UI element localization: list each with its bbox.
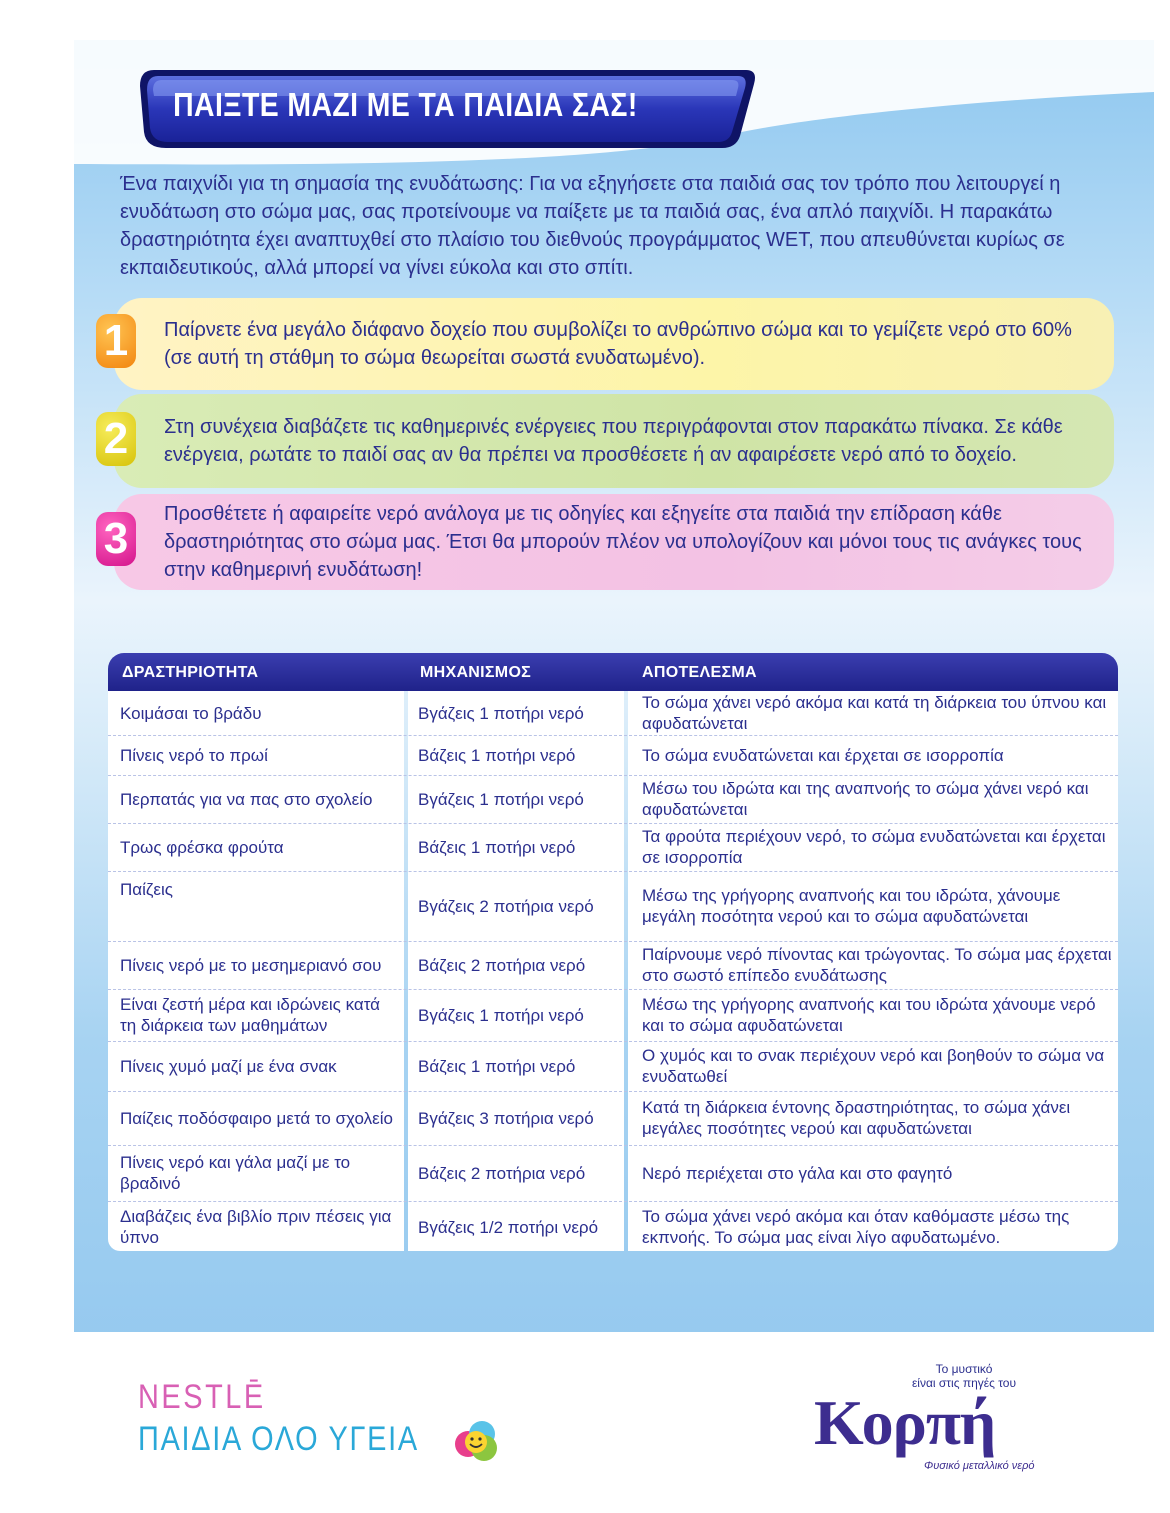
step-3 <box>103 494 1114 590</box>
row-divider <box>108 941 1118 942</box>
row-divider <box>108 1041 1118 1042</box>
mechanism-cell: Βάζεις 1 ποτήρι νερό <box>418 1056 576 1076</box>
header-mechanism: ΜΗΧΑΝΙΣΜΟΣ <box>420 664 532 681</box>
result-cell: Νερό περιέχεται στο γάλα και στο φαγητό <box>642 1163 953 1183</box>
smiley-icon <box>452 1416 500 1464</box>
activity-cell: Είναι ζεστή μέρα και ιδρώνεις κατά τη διάρκεια των μαθημάτων <box>120 995 380 1035</box>
mechanism-cell: Βγάζεις 2 ποτήρια νερό <box>418 896 594 916</box>
intro-paragraph: Ένα παιχνίδι για τη σημασία της ενυδάτωσης: Για να εξηγήσετε στα παιδιά σας τον τρόπο που λειτουργεί η ενυδάτωση στο σώμα μας, σας προτείνουμε να παίξετε με τα παιδιά σας, ένα απλό παιχνίδι. Η παρακάτω δραστηριότητα έχει αναπτυχθεί στο πλαίσιο του διεθνούς προγράμματος WET, που απευθύνεται κυρίως σε εκπαιδευτικούς, αλλά μπορεί να γίνει εύκολα και στο σπίτι. <box>120 173 1065 279</box>
header-result: ΑΠΟΤΕΛΕΣΜΑ <box>642 664 757 681</box>
row-divider <box>108 1145 1118 1146</box>
result-cell: Μέσω της γρήγορης αναπνοής και του ιδρώτα, χάνουμε μεγάλη ποσότητα νερού και το σώμα αφυδατώνεται <box>642 886 1061 926</box>
table-row <box>108 693 1118 733</box>
step-1 <box>103 298 1114 390</box>
result-cell: Μέσω του ιδρώτα και της αναπνοής το σώμα χάνει νερό και αφυδατώνεται <box>642 779 1089 819</box>
mechanism-cell: Βγάζεις 1 ποτήρι νερό <box>418 1005 584 1025</box>
mechanism-cell: Βγάζεις 1 ποτήρι νερό <box>418 703 584 723</box>
table-row <box>108 1203 1118 1251</box>
row-divider <box>108 1091 1118 1092</box>
korpi-tagline-line-1: Το μυστικό <box>935 1362 993 1376</box>
mechanism-cell: Βγάζεις 1/2 ποτήρι νερό <box>418 1217 599 1237</box>
mechanism-cell: Βάζεις 1 ποτήρι νερό <box>418 837 576 857</box>
result-cell: Μέσω της γρήγορης αναπνοής και του ιδρώτα χάνουμε νερό και το σώμα αφυδατώνεται <box>642 995 1096 1035</box>
row-divider <box>108 871 1118 872</box>
table-row <box>108 943 1118 987</box>
activity-cell: Παίζεις <box>120 880 173 899</box>
activity-cell: Πίνεις χυμό μαζί με ένα σνακ <box>120 1056 337 1076</box>
row-divider <box>108 1201 1118 1202</box>
mechanism-cell: Βάζεις 2 ποτήρια νερό <box>418 1163 586 1183</box>
activity-cell: Τρως φρέσκα φρούτα <box>120 837 284 857</box>
step-number-3: 3 <box>96 512 136 566</box>
result-cell: Το σώμα χάνει νερό ακόμα και όταν καθόμαστε μέσω της εκπνοής. Το σώμα μας είναι λίγο αφυδατωμένο. <box>642 1207 1070 1247</box>
activity-cell: Πίνεις νερό το πρωί <box>120 745 268 765</box>
step-2-text: Στη συνέχεια διαβάζετε τις καθημερινές ενέργειες που περιγράφονται στον παρακάτω πίνακα. Σε κάθε ενέργεια, ρωτάτε το παιδί σας αν θα πρέπει να προσθέσετε ή αν αφαιρέσετε νερό από το δοχείο. <box>164 416 1063 466</box>
table-row <box>108 737 1118 773</box>
table-row <box>108 1043 1118 1089</box>
table-row <box>108 873 1118 939</box>
activity-cell: Διαβάζεις ένα βιβλίο πριν πέσεις για ύπνο <box>120 1207 392 1247</box>
result-cell: Παίρνουμε νερό πίνοντας και τρώγοντας. Το σώμα μας έρχεται στο σωστό επίπεδο ενυδάτωσης <box>642 945 1112 985</box>
page-title: ΠΑΙΞΤΕ ΜΑΖΙ ΜΕ ΤΑ ΠΑΙΔΙΑ ΣΑΣ! <box>173 86 638 123</box>
table-row <box>108 991 1118 1039</box>
result-cell: Κατά τη διάρκεια έντονης δραστηριότητας, το σώμα χάνει μεγάλες ποσότητες νερού και αφυδατώνεται <box>642 1098 1071 1138</box>
table-row <box>108 1093 1118 1143</box>
activity-cell: Κοιμάσαι το βράδυ <box>120 703 262 723</box>
step-3-text: Προσθέτετε ή αφαιρείτε νερό ανάλογα με τις οδηγίες και εξηγείτε στα παιδιά την επίδραση κάθε δραστηριότητας στο σώμα μας. Έτσι θα μπορούν πλέον να υπολογίζουν και μόνοι τους τις ανάγκες τους στην καθημερινή ενυδάτωση! <box>164 503 1082 581</box>
row-divider <box>108 735 1118 736</box>
flyer-sheet <box>74 40 1154 1502</box>
table-row <box>108 1147 1118 1199</box>
table-row <box>108 777 1118 821</box>
activity-cell: Πίνεις νερό με το μεσημεριανό σου <box>120 955 382 975</box>
korpi-tagline-line-2: είναι στις πηγές του <box>911 1376 1017 1390</box>
mechanism-cell: Βάζεις 1 ποτήρι νερό <box>418 745 576 765</box>
step-number-1: 1 <box>96 314 136 368</box>
footer <box>74 1332 1154 1502</box>
row-divider <box>108 823 1118 824</box>
korpi-subtitle: Φυσικό μεταλλικό νερό <box>924 1460 1035 1472</box>
step-1-text: Παίρνετε ένα μεγάλο διάφανο δοχείο που συμβολίζει το ανθρώπινο σώμα και το γεμίζετε νερό στο 60% (σε αυτή τη στάθμη το σώμα θεωρείται σωστά ενυδατωμένο). <box>164 319 1072 369</box>
result-cell: Το σώμα ενυδατώνεται και έρχεται σε ισορροπία <box>642 745 1004 765</box>
row-divider <box>108 989 1118 990</box>
result-cell: Ο χυμός και το σνακ περιέχουν νερό και βοηθούν το σώμα να ενυδατωθεί <box>642 1046 1105 1086</box>
activity-cell: Παίζεις ποδόσφαιρο μετά το σχολείο <box>120 1108 393 1128</box>
table-header <box>108 653 1118 691</box>
mechanism-cell: Βγάζεις 1 ποτήρι νερό <box>418 789 584 809</box>
nestle-logo: NESTLĒ <box>138 1378 266 1416</box>
paidia-olo-ygeia-logo: ΠΑΙΔΙΑ ΟΛΟ ΥΓΕΙΑ <box>138 1420 419 1458</box>
korpi-logo: Κορπή <box>814 1387 996 1458</box>
header-activity: ΔΡΑΣΤΗΡΙΟΤΗΤΑ <box>122 664 259 681</box>
activity-cell: Περπατάς για να πας στο σχολείο <box>120 789 373 809</box>
step-2 <box>103 394 1114 488</box>
activity-cell: Πίνεις νερό και γάλα μαζί με το βραδινό <box>120 1153 351 1193</box>
row-divider <box>108 775 1118 776</box>
table-row <box>108 825 1118 869</box>
result-cell: Τα φρούτα περιέχουν νερό, το σώμα ενυδατώνεται και έρχεται σε ισορροπία <box>642 827 1106 867</box>
result-cell: Το σώμα χάνει νερό ακόμα και κατά τη διάρκεια του ύπνου και αφυδατώνεται <box>642 693 1107 733</box>
step-number-2: 2 <box>96 412 136 466</box>
mechanism-cell: Βάζεις 2 ποτήρια νερό <box>418 955 586 975</box>
mechanism-cell: Βγάζεις 3 ποτήρια νερό <box>418 1108 594 1128</box>
